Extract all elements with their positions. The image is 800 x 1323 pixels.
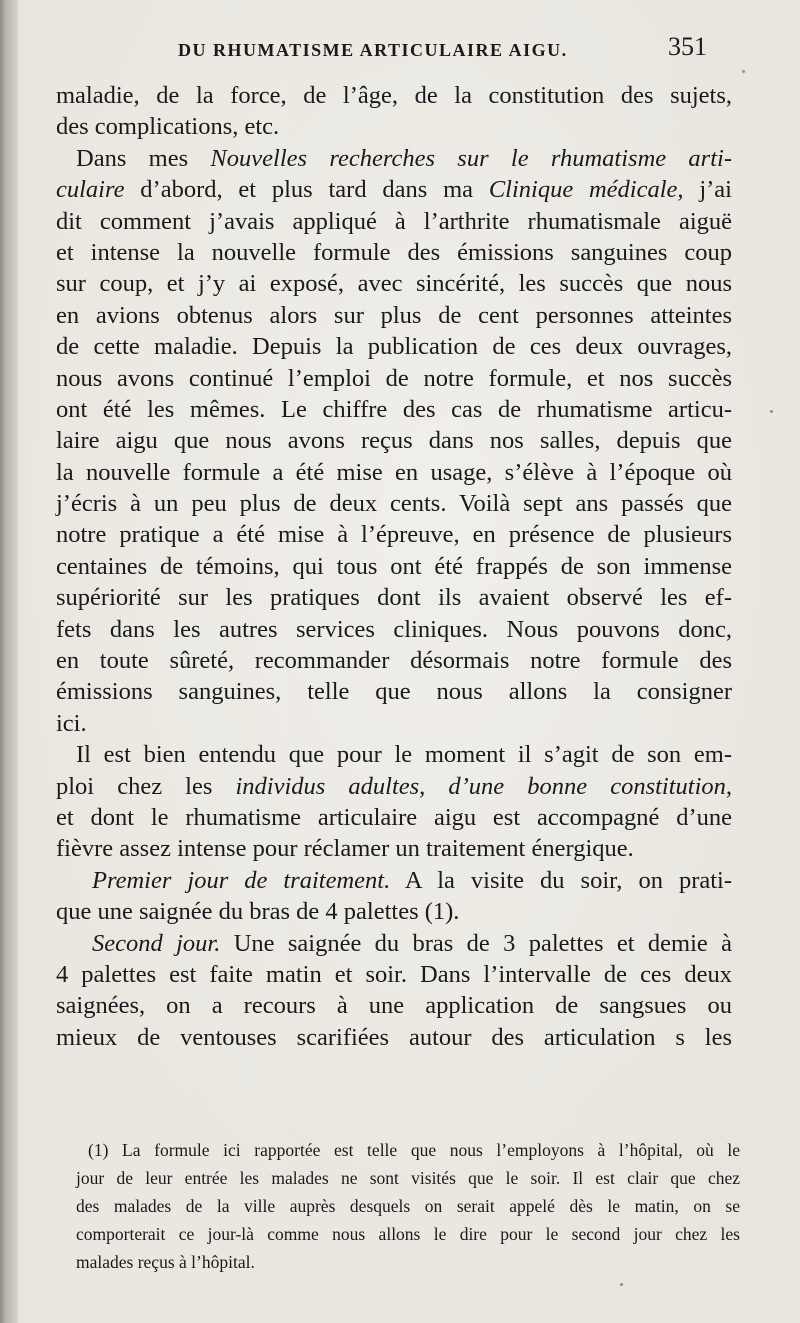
text-line: Il est bien entendu que pour le moment il s’agit de son em-	[76, 741, 732, 769]
running-head	[150, 32, 760, 68]
text-line: 4 palettes est faite matin et soir. Dans l’intervalle de ces deux	[56, 960, 732, 988]
text-line	[56, 143, 732, 174]
text-line: dit comment j’avais appliqué à l’arthrite rhumatismale aiguë	[56, 207, 732, 235]
italic-run: individus adultes, d’une bonne constitution,	[235, 772, 733, 800]
text-line: que une saignée du bras de 4 palettes (1).	[56, 898, 460, 926]
text-run: j’ai	[683, 176, 732, 204]
text-line: fets dans les autres services cliniques. Nous pouvons donc,	[56, 615, 732, 643]
text-line: j’écris à un peu plus de deux cents. Voilà sept ans passés que	[56, 490, 732, 518]
page-gutter-shadow	[0, 0, 18, 1323]
italic-run: Second jour.	[92, 929, 221, 957]
text-line: ici.	[56, 709, 87, 737]
text-line	[56, 928, 732, 959]
text-line: ont été les mêmes. Le chiffre des cas de rhumatisme articu-	[56, 395, 732, 423]
text-line	[56, 865, 732, 896]
footnote-line: des malades de la ville auprès desquels on serait appelé dès le matin, on se	[76, 1196, 740, 1216]
paper-speck	[620, 1283, 623, 1286]
text-line: sur coup, et j’y ai exposé, avec sincérité, les succès que nous	[56, 270, 732, 298]
page-number: 351	[668, 32, 707, 61]
text-line: et dont le rhumatisme articulaire aigu est accompagné d’une	[56, 803, 732, 831]
text-line: supériorité sur les pratiques dont ils avaient observé les ef-	[56, 584, 732, 612]
text-line: maladie, de la force, de l’âge, de la constitution des sujets,	[56, 82, 732, 109]
footnote-line: malades reçus à l’hôpital.	[76, 1252, 255, 1272]
italic-run: Premier jour de traitement.	[92, 866, 391, 894]
footnote-line: comporterait ce jour-là comme nous allons le dire pour le second jour chez les	[76, 1224, 740, 1244]
text-line	[56, 174, 732, 205]
italic-run: culaire	[56, 176, 125, 204]
footnote-line: (1) La formule ici rapportée est telle que nous l’employons à l’hôpital, où le	[88, 1140, 740, 1160]
text-run: ploi chez les	[56, 772, 236, 800]
text-line: des complications, etc.	[56, 113, 280, 141]
text-line: notre pratique a été mise à l’épreuve, en présence de plusieurs	[56, 521, 732, 549]
text-line: centaines de témoins, qui tous ont été frappés de son immense	[56, 552, 732, 580]
text-run: d’abord, et plus tard dans ma	[124, 176, 489, 204]
text-line: émissions sanguines, telle que nous allons la consigner	[56, 678, 732, 706]
text-line: en toute sûreté, recommander désormais notre formule des	[56, 647, 732, 675]
text-line: laire aigu que nous avons reçus dans nos salles, depuis que	[56, 427, 732, 455]
text-run: Dans mes	[76, 144, 211, 172]
text-line: et intense la nouvelle formule des émissions sanguines coup	[56, 238, 732, 266]
paper-speck	[770, 410, 773, 413]
italic-run: Clinique médicale,	[488, 176, 684, 204]
text-run: Une saignée du bras de 3 palettes et demie à	[220, 929, 732, 957]
italic-run: Nouvelles recherches sur le rhumatisme arti-	[210, 144, 732, 172]
text-line: mieux de ventouses scarifiées autour des articulation s les	[56, 1023, 732, 1051]
footnote-line: jour de leur entrée les malades ne sont visités que le soir. Il est clair que chez	[76, 1168, 740, 1188]
body-text	[56, 80, 732, 1053]
footnote	[76, 1136, 740, 1276]
text-run: A la visite du soir, on prati-	[390, 866, 733, 894]
text-line: fièvre assez intense pour réclamer un traitement énergique.	[56, 835, 634, 863]
text-line: en avions obtenus alors sur plus de cent personnes atteintes	[56, 301, 732, 329]
text-line: nous avons continué l’emploi de notre formule, et nos succès	[56, 364, 732, 392]
text-line	[56, 771, 732, 802]
text-line: de cette maladie. Depuis la publication de ces deux ouvrages,	[56, 333, 732, 361]
text-line: saignées, on a recours à une application de sangsues ou	[56, 992, 732, 1020]
text-line: la nouvelle formule a été mise en usage, s’élève à l’époque où	[56, 458, 732, 486]
paper-speck	[742, 70, 745, 73]
running-title: DU RHUMATISME ARTICULAIRE AIGU.	[178, 40, 568, 60]
